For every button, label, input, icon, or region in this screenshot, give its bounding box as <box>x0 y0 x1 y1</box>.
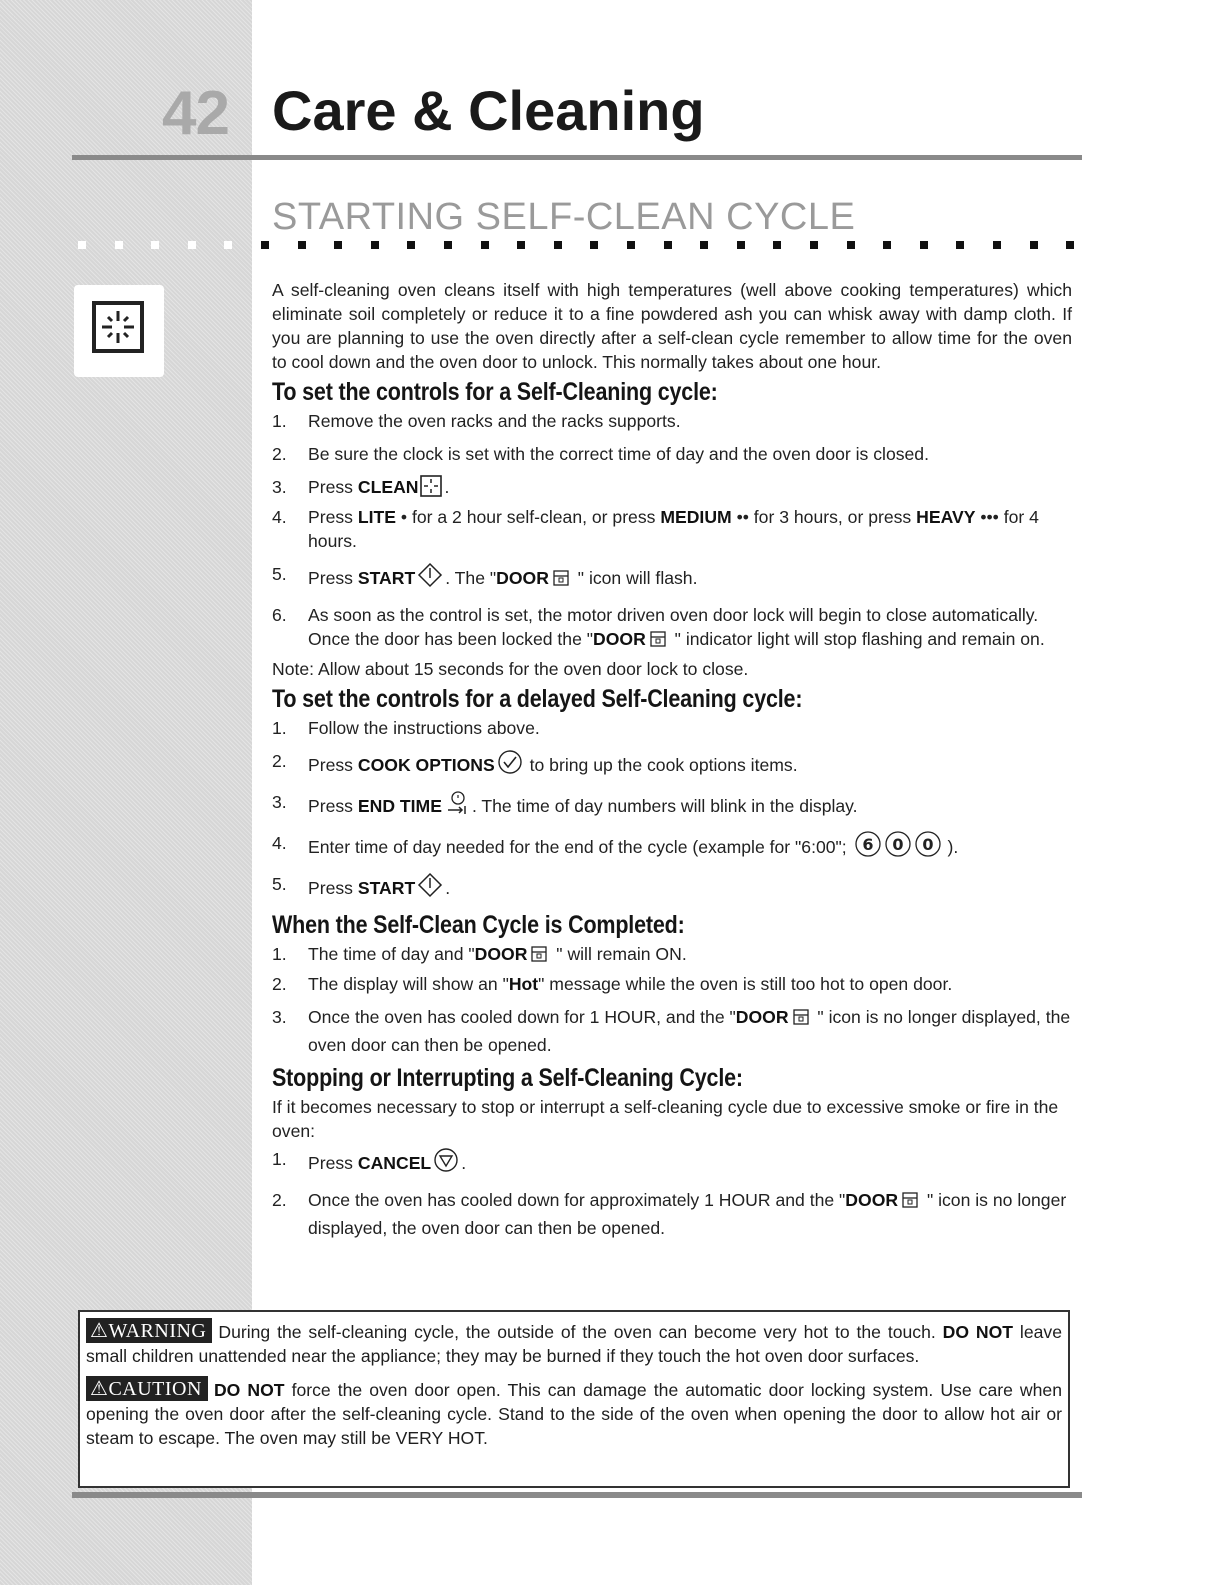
medium-dots-icon: •• <box>731 507 754 527</box>
divider-dot <box>444 241 452 249</box>
list-item: 5. Press START . <box>272 872 1072 904</box>
heading-delayed-cycle: To set the controls for a delayed Self-Cleaning cycle: <box>272 685 803 713</box>
list-item: 2. Press COOK OPTIONS to bring up the cook options items. <box>272 749 1072 781</box>
warning-triangle-icon: ⚠ <box>90 1320 109 1342</box>
digit-keys <box>854 831 946 863</box>
start-icon <box>417 872 443 904</box>
divider-dot <box>847 241 855 249</box>
divider-dot <box>810 241 818 249</box>
intro-paragraph: A self-cleaning oven cleans itself with high temperatures (well above cooking temperatures) which eliminate soil completely or reduce it to a fine powdered ash you can whisk away with damp cloth. If you are planning to use the oven directly after a self-clean cycle remember to allow time for the oven to cool down and the oven door to unlock. This normally takes about one hour. <box>272 280 1072 372</box>
chapter-title: Care & Cleaning <box>272 79 705 142</box>
divider-dot <box>773 241 781 249</box>
list-item: 3. Once the oven has cooled down for 1 HOUR, and the "DOOR " icon is no longer displayed, the oven door can then be opened. <box>272 1007 1071 1055</box>
door-icon <box>551 568 571 594</box>
door-icon <box>529 944 549 970</box>
main-content <box>272 278 1072 1249</box>
heading-set-controls: To set the controls for a Self-Cleaning cycle: <box>272 378 718 406</box>
divider-dot <box>1066 241 1074 249</box>
divider-dot <box>224 241 232 249</box>
cook-options-icon <box>497 749 523 781</box>
heavy-dots-icon: ••• <box>975 507 1004 527</box>
section-title: STARTING SELF-CLEAN CYCLE <box>272 196 856 238</box>
warning-caution-box <box>78 1310 1070 1488</box>
end-time-icon <box>444 790 470 822</box>
divider-dot <box>737 241 745 249</box>
completed-steps <box>272 942 1072 1057</box>
list-item: 1. Follow the instructions above. <box>272 718 540 738</box>
set-controls-steps <box>272 409 1072 655</box>
divider-dot <box>554 241 562 249</box>
note-text: Note: Allow about 15 seconds for the oven door lock to close. <box>272 659 749 679</box>
list-item: 1. Press CANCEL . <box>272 1147 1072 1179</box>
divider-dot <box>517 241 525 249</box>
list-item: 3. Press CLEAN . <box>272 475 1072 503</box>
list-item: 6. As soon as the control is set, the motor driven oven door lock will begin to close automatically. Once the door has been locked the "DOOR " indicator light will stop flashing and remain on. <box>272 603 1072 655</box>
door-icon <box>791 1007 811 1033</box>
door-icon <box>648 629 668 655</box>
divider-dot <box>371 241 379 249</box>
footer-rule <box>72 1492 1082 1498</box>
divider-dot <box>1030 241 1038 249</box>
list-item: 2. Once the oven has cooled down for approximately 1 HOUR and the "DOOR " icon is no longer displayed, the oven door can then be opened. <box>272 1190 1067 1238</box>
clean-icon <box>92 301 144 353</box>
warning-label: ⚠WARNING <box>86 1318 212 1343</box>
divider-dot <box>151 241 159 249</box>
digit-key: 0 <box>921 835 934 854</box>
divider-dot <box>993 241 1001 249</box>
divider-dot <box>627 241 635 249</box>
list-item: 2. Be sure the clock is set with the correct time of day and the oven door is closed. <box>272 444 929 464</box>
digit-key: 6 <box>861 835 874 854</box>
delayed-steps <box>272 716 1072 904</box>
divider-dot <box>261 241 269 249</box>
warning-triangle-icon: ⚠ <box>90 1378 109 1400</box>
clean-icon <box>420 475 442 503</box>
list-item: 4. Enter time of day needed for the end of the cycle (example for "6:00"; 6 0 0 ). <box>272 831 1072 863</box>
divider-dot <box>407 241 415 249</box>
divider-dot <box>78 241 86 249</box>
heading-stopping: Stopping or Interrupting a Self-Cleaning Cycle: <box>272 1064 743 1092</box>
divider-dot <box>481 241 489 249</box>
divider-dot <box>664 241 672 249</box>
caution-paragraph: ⚠CAUTION DO NOT force the oven door open. This can damage the automatic door locking system. Use care when opening the oven door after the self-cleaning cycle. Stand to the side of the oven when opening the door to allow hot air or steam to escape. The oven may still be VERY HOT. <box>86 1378 1062 1448</box>
list-item: 1. The time of day and "DOOR " will remain ON. <box>272 942 1072 970</box>
divider-dot <box>334 241 342 249</box>
heading-completed: When the Self-Clean Cycle is Completed: <box>272 911 685 939</box>
warning-paragraph: ⚠WARNING During the self-cleaning cycle, the outside of the oven can become very hot to the touch. DO NOT leave small children unattended near the appliance; they may be burned if they touch the hot oven door surfaces. <box>86 1320 1062 1366</box>
list-item: 5. Press START . The "DOOR " icon will flash. <box>272 562 1072 594</box>
divider-dot <box>700 241 708 249</box>
header-rule <box>72 155 1082 160</box>
divider-dot <box>956 241 964 249</box>
list-item: 1. Remove the oven racks and the racks supports. <box>272 411 681 431</box>
divider-dot <box>883 241 891 249</box>
page-number: 42 <box>162 79 229 148</box>
start-icon <box>417 562 443 594</box>
stopping-intro: If it becomes necessary to stop or interrupt a self-cleaning cycle due to excessive smoke or fire in the oven: <box>272 1097 1059 1141</box>
divider-dot <box>115 241 123 249</box>
stopping-steps <box>272 1147 1072 1240</box>
lite-dot-icon: • <box>396 507 412 527</box>
divider-dot <box>920 241 928 249</box>
door-icon <box>900 1190 920 1216</box>
divider-dot <box>298 241 306 249</box>
dotted-divider <box>78 241 1082 251</box>
caution-label: ⚠CAUTION <box>86 1376 208 1401</box>
list-item: 4. Press LITE • for a 2 hour self-clean, or press MEDIUM •• for 3 hours, or press HEAVY ••• for 4 hours. <box>272 507 1039 551</box>
list-item: 2. The display will show an "Hot" message while the oven is still too hot to open door. <box>272 974 953 994</box>
digit-key: 0 <box>891 835 904 854</box>
cancel-icon <box>433 1147 459 1179</box>
clean-icon-badge <box>74 285 164 377</box>
list-item: 3. Press END TIME . The time of day numbers will blink in the display. <box>272 790 1072 822</box>
divider-dot <box>188 241 196 249</box>
divider-dot <box>590 241 598 249</box>
